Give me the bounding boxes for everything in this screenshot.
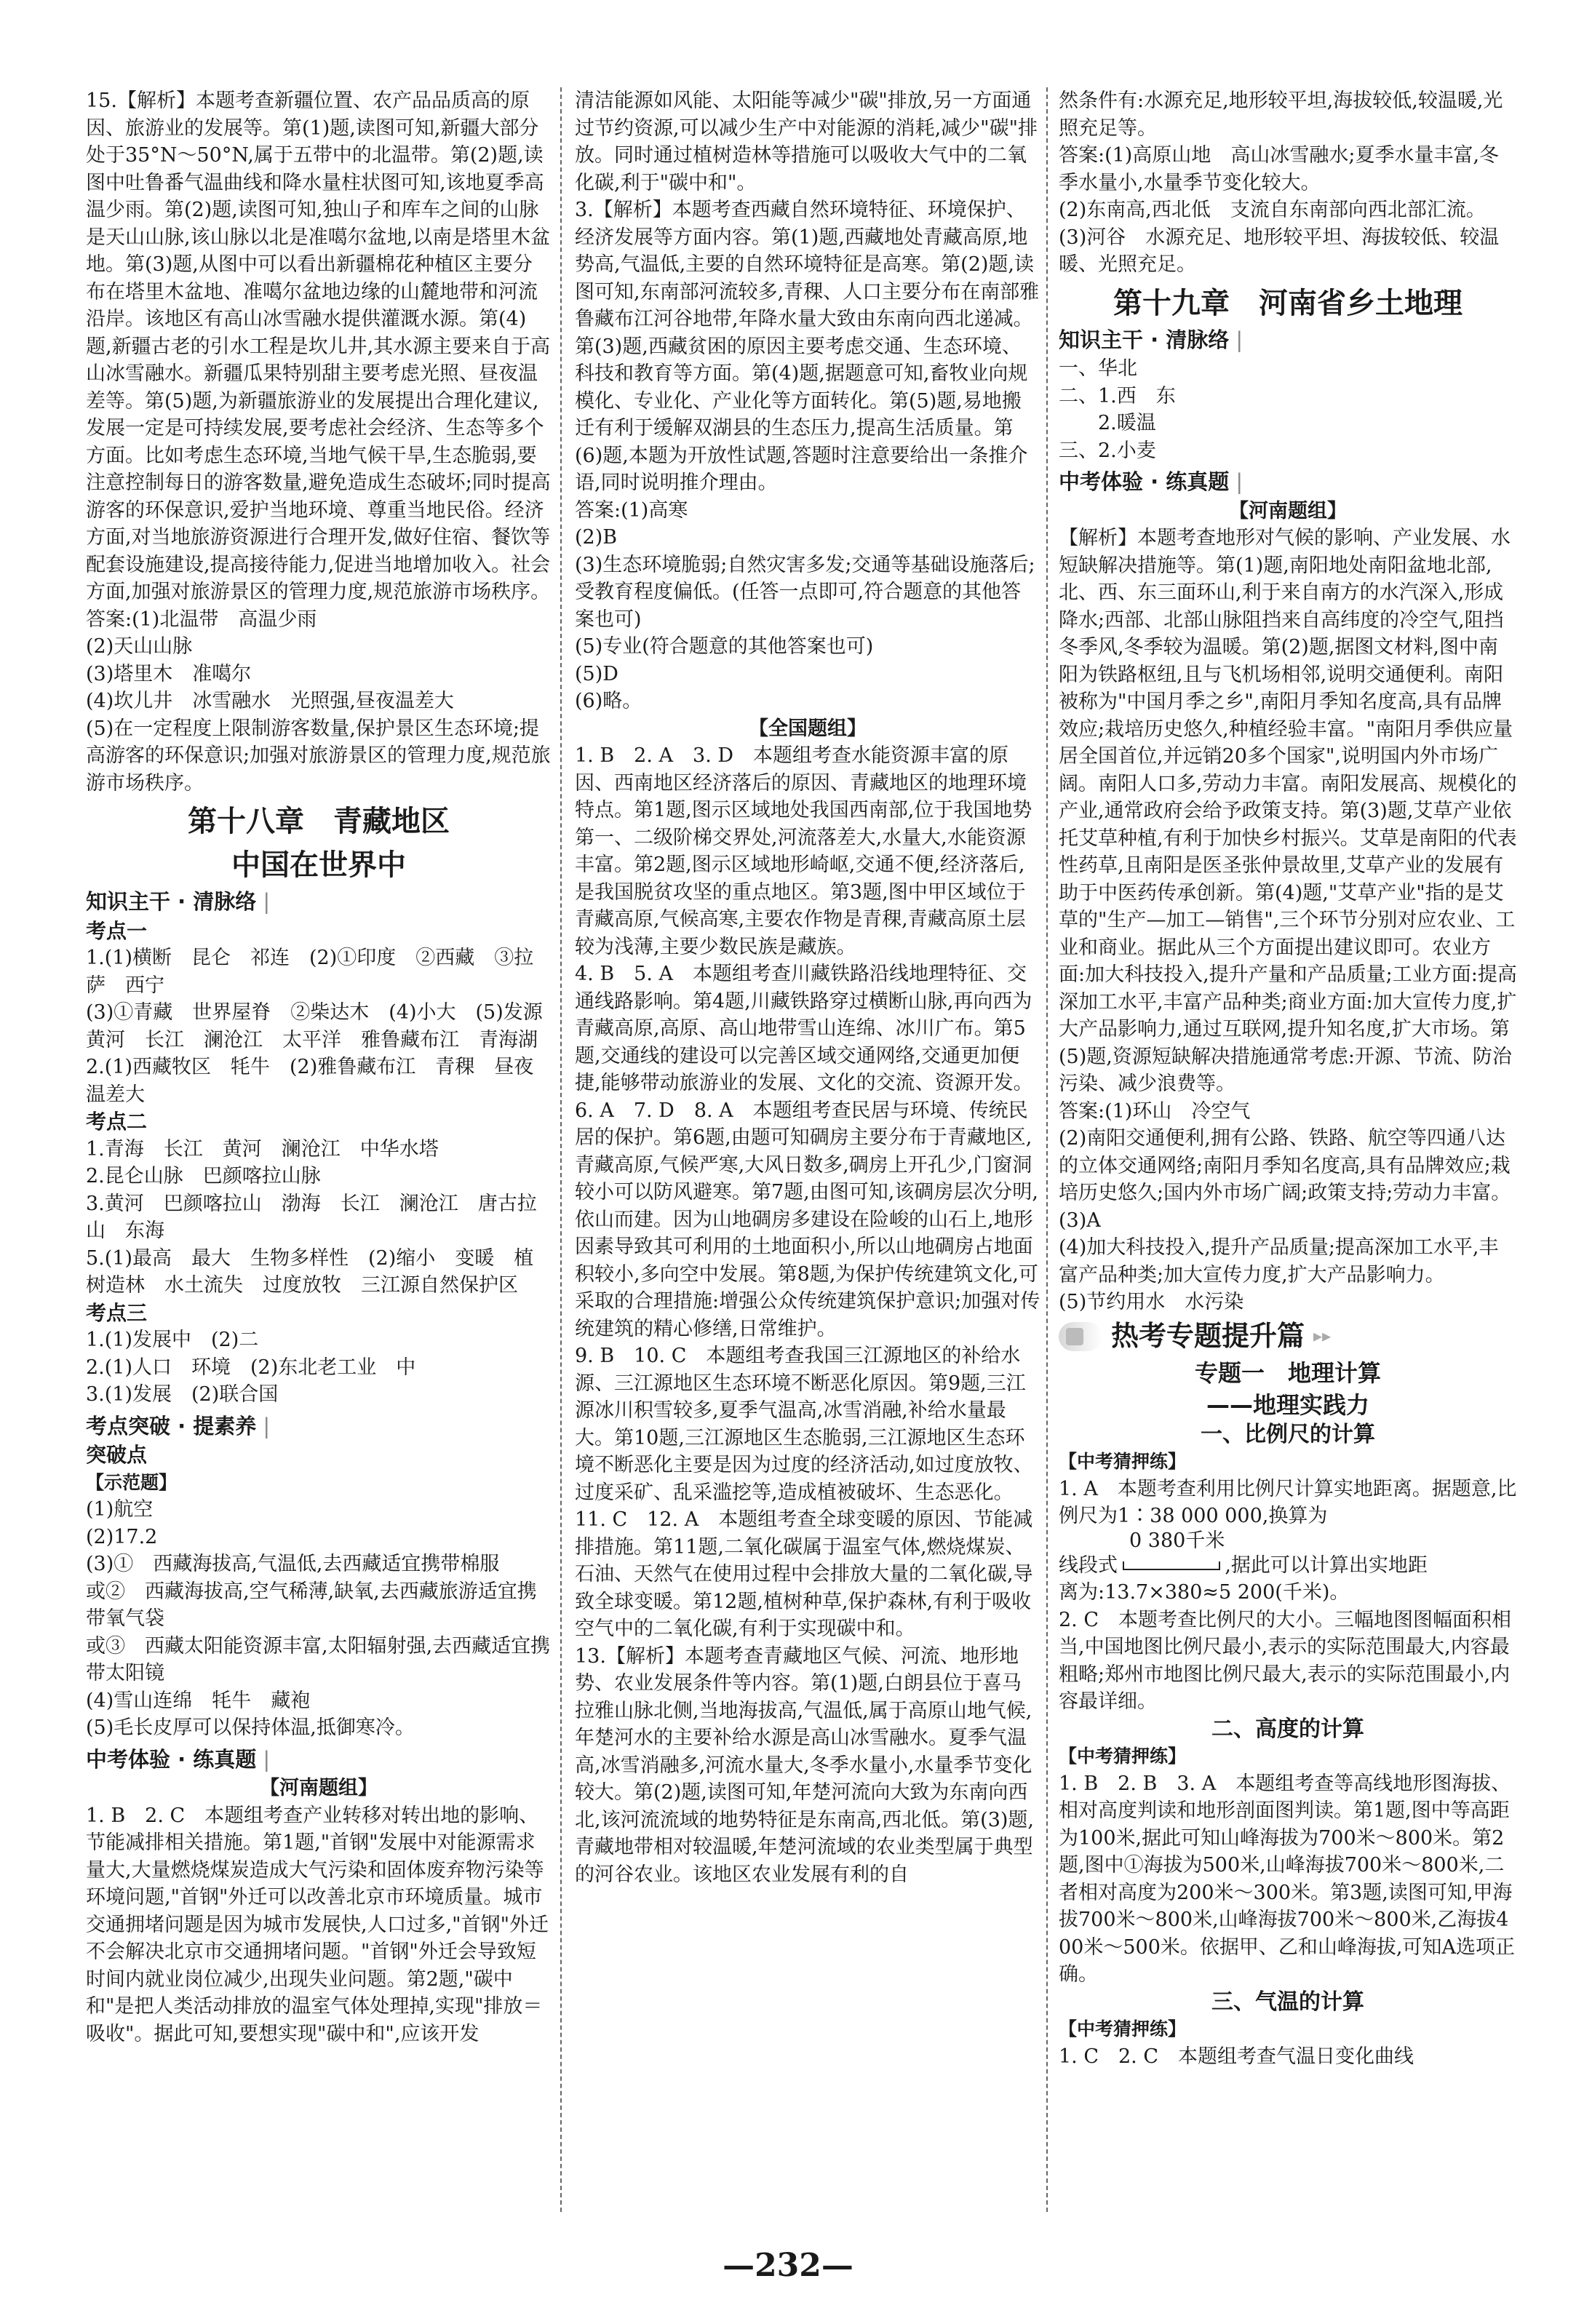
- exercise-tag: 【中考猜押练】: [1059, 2018, 1187, 2040]
- scale-prefix: 线段式: [1059, 1553, 1118, 1577]
- text-paragraph: (5)专业(符合题意的其他答案也可): [575, 635, 874, 658]
- text-paragraph: 9. B 10. C 本题组考查我国三江源地区的补给水源、三江源地区生态环境不断恶化原因。第9题,三江源冰川积雪较多,夏季气温高,冰雪消融,补给水量最大。第10题,三江源地区生态脆弱,三江源地区生态环境不断恶化主要是因为过度的经济活动,如过度放牧、过度采矿、乱采滥挖等,造成植被破坏、生态恶化。: [575, 1345, 1033, 1504]
- text-paragraph: (5)节约用水 水污染: [1059, 1291, 1244, 1313]
- section-header: 知识主干 · 清脉络 |: [1059, 327, 1517, 354]
- text-paragraph: (3)河谷 水源充足、地形较平坦、海拔较低、较温暖、光照充足。: [1059, 226, 1500, 276]
- section-header: 知识主干 · 清脉络 |: [86, 888, 552, 916]
- text-paragraph: (2)B: [575, 526, 618, 549]
- group-title: 【河南题组】: [1229, 499, 1347, 522]
- column-right: [1059, 87, 1517, 2070]
- text-paragraph: 或③ 西藏太阳能资源丰富,太阳辐射强,去西藏适宜携带太阳镜: [86, 1634, 551, 1684]
- text-paragraph: 4. B 5. A 本题组考查川藏铁路沿线地理特征、交通线路影响。第4题,川藏铁路穿过横断山脉,再向西为青藏高原,高原、高山地带雪山连绵、冰川广布。第5题,交通线的建设可以完善区域交通网络,交通更加便捷,能够带动旅游业的发展、文化的交流、资源开发。: [575, 963, 1033, 1094]
- topic-title: ——地理实践力: [1206, 1390, 1369, 1419]
- hot-topic-banner: [1059, 1319, 1517, 1352]
- text-paragraph: 3.【解析】本题考查西藏自然环境特征、环境保护、经济发展等方面内容。第(1)题,西藏地处青藏高原,地势高,气温低,主要的自然环境特征是高寒。第(2)题,读图可知,东南部河流较多,青稞、人口主要分布在南部雅鲁藏布江河谷地带,年降水量大致由东南向西北递减。第(3)题,西藏贫困的原因主要考虑交通、生态环境、科技和教育等方面。第(4)题,据题意可知,畜牧业向规模化、专业化、产业化等方面转化。第(5)题,易地搬迁有利于缓解双湖县的生态压力,提高生活质量。第(6)题,本题为开放性试题,答题时注意要给出一条推介语,同时说明推介理由。: [575, 199, 1040, 494]
- text-paragraph: 1. B 2. A 3. D 本题组考查水能资源丰富的原因、西南地区经济落后的原因、青藏地区的地理环境特点。第1题,图示区域地处我国西南部,位于我国地势第一、二级阶梯交界处,河流落差大,水量大,水能资源丰富。第2题,图示区域地形崎岖,交通不便,经济落后,是我国脱贫攻坚的重点地区。第3题,图中甲区域位于青藏高原,气候高寒,主要农作物是青稞,青藏高原土层较为浅薄,主要少数民族是藏族。: [575, 744, 1032, 958]
- exercise-tag: 【中考猜押练】: [1059, 1451, 1187, 1472]
- text-paragraph: 然条件有:水源充足,地形较平坦,海拔较低,较温暖,光照充足等。: [1059, 89, 1503, 140]
- exercise-tag: 【中考猜押练】: [1059, 1746, 1187, 1767]
- part-heading: 二、高度的计算: [1211, 1716, 1364, 1742]
- text-paragraph: 答案:(1)高寒: [575, 498, 688, 522]
- scale-label: 380千米: [1147, 1529, 1225, 1552]
- section-header: 考点突破 · 提素养 |: [86, 1413, 552, 1441]
- text-paragraph: 15.【解析】本题考查新疆位置、农产品品质高的原因、旅游业的发展等。第(1)题,读图可知,新疆大部分处于35°N～50°N,属于五带中的北温带。第(2)题,读图中吐鲁番气温曲线和降水量柱状图可知,该地夏季高温少雨。第(2)题,读图可知,独山子和库车之间的山脉是天山山脉,该山脉以北是准噶尔盆地,以南是塔里木盆地。第(3)题,从图中可以看出新疆棉花种植区主要分布在塔里木盆地、准噶尔盆地边缘的山麓地带和河流沿岸。该地区有高山冰雪融水提供灌溉水源。第(4)题,新疆古老的引水工程是坎儿井,其水源主要来自于高山冰雪融水。新疆瓜果特别甜主要考虑光照、昼夜温差等。第(5)题,为新疆旅游业的发展提出合理化建议,发展一定是可持续发展,要考虑社会经济、生态等多个方面。比如考虑生态环境,当地气候干旱,生态脆弱,要注意控制每日的游客数量,避免造成生态破坏;同时提高游客的环保意识,爱护当地环境、尊重当地民俗。经济方面,对当地旅游资源进行合理开发,做好住宿、餐饮等配套设施建设,提高接待能力,促进当地增加收入。社会方面,加强对旅游景区的管理力度,规范旅游市场秩序。: [86, 89, 551, 603]
- text-paragraph: 1.(1)横断 昆仑 祁连 (2)①印度 ②西藏 ③拉萨 西宁: [86, 947, 534, 997]
- banner-title: 热考专题提升篇: [1111, 1319, 1305, 1352]
- topic-title: 专题一 地理计算: [1194, 1358, 1381, 1387]
- text-paragraph: 11. C 12. A 本题组考查全球变暖的原因、节能减排措施。第11题,二氧化碳属于温室气体,燃烧煤炭、石油、天然气在使用过程中会排放大量的二氧化碳,导致全球变暖。第12题,植树种草,保护森林,有利于吸收空气中的二氧化碳,有利于实现碳中和。: [575, 1508, 1033, 1640]
- text-paragraph: (2)南阳交通便利,拥有公路、铁路、航空等四通八达的立体交通网络;南阳月季知名度高,具有品牌效应;栽培历史悠久;国内外市场广阔;政策支持;劳动力丰富。: [1059, 1127, 1511, 1204]
- column-divider-1: [560, 87, 562, 2212]
- text-paragraph: 1. C 2. C 本题组考查气温日变化曲线: [1059, 2045, 1414, 2068]
- text-paragraph: 三、2.小麦: [1059, 439, 1156, 462]
- section-header: 中考体验 · 练真题 |: [86, 1746, 552, 1774]
- subsection-label: 突破点: [86, 1443, 148, 1467]
- text-paragraph: (3)① 西藏海拔高,气温低,去西藏适宜携带棉服: [86, 1553, 500, 1575]
- chapter-title: 中国在世界中: [231, 848, 406, 882]
- chapter-19-block: [1059, 87, 1517, 1316]
- text-paragraph: (3)①青藏 世界屋脊 ②柴达木 (4)小大 (5)发源 黄河 长江 澜沧江 太平洋 雅鲁藏布江 青海湖: [86, 1001, 562, 1051]
- exercise-tag: 【示范题】: [86, 1471, 178, 1493]
- column-middle: [575, 87, 1040, 1888]
- scale-bar-line: [1059, 1530, 1517, 1580]
- text-paragraph: 1. B 2. C 本题组考查产业转移对转出地的影响、节能减排相关措施。第1题,"首钢"发展中对能源需求量大,大量燃烧煤炭造成大气污染和固体废弃物污染等环境问题,"首钢"外迁可以改善北京市环境质量。城市交通拥堵问题是因为城市发展快,人口过多,"首钢"外迁不会解决北京市交通拥堵问题。"首钢"外迁会导致短时间内就业岗位减少,出现失业问题。第2题,"碳中和"是把人类活动排放的温室气体处理掉,实现"排放＝吸收"。据此可知,要想实现"碳中和",应该开发: [86, 1804, 549, 2045]
- column-divider-2: [1046, 87, 1048, 2212]
- text-paragraph: (6)略。: [575, 690, 642, 712]
- text-paragraph: (5)在一定程度上限制游客数量,保护景区生态环境;提高游客的环保意识;加强对旅游景区的管理力度,规范旅游市场秩序。: [86, 717, 551, 795]
- column-left: [86, 87, 562, 2048]
- text-paragraph: 2.(1)西藏牧区 牦牛 (2)雅鲁藏布江 青稞 昼夜温差大: [86, 1056, 534, 1106]
- chapter-title: 第十八章 青藏地区: [188, 805, 450, 838]
- text-paragraph: (3)塔里木 准噶尔: [86, 662, 252, 685]
- text-paragraph: (4)雪山连绵 牦牛 藏袍: [86, 1689, 311, 1712]
- banner-book-icon: [1059, 1322, 1102, 1351]
- text-paragraph: 答案:(1)高原山地 高山冰雪融水;夏季水量丰富,冬季水量小,水量季节变化较大。: [1059, 144, 1500, 194]
- scale-zero: 0: [1129, 1529, 1142, 1552]
- text-paragraph: 清洁能源如风能、太阳能等减少"碳"排放,另一方面通过节约资源,可以减少生产中对能源的消耗,减少"碳"排放。同时通过植树造林等措施可以吸收大气中的二氧化碳,利于"碳中和"。: [575, 89, 1038, 194]
- page-number: —232—: [723, 2247, 853, 2284]
- text-paragraph: 1. A 本题考查利用比例尺计算实地距离。据题意,比例尺为1∶38 000 000,换算为: [1059, 1477, 1517, 1527]
- text-paragraph: 3.(1)发展 (2)联合国: [86, 1383, 279, 1406]
- text-paragraph: 二、1.西 东: [1059, 384, 1176, 407]
- text-paragraph: 【解析】本题考查地形对气候的影响、产业发展、水短缺解决措施等。第(1)题,南阳地处南阳盆地北部,北、西、东三面环山,利于来自南方的水汽深入,形成降水;西部、北部山脉阻挡来自高纬度的冷空气,阻挡冬季风,冬季较为温暖。第(2)题,据图文材料,图中南阳为铁路枢纽,且与飞机场相邻,说明交通便利。南阳被称为"中国月季之乡",南阳月季知名度高,具有品牌效应;栽培历史悠久,种植经验丰富。"南阳月季供应量居全国首位,并远销20多个国家",说明国内外市场广阔。南阳人口多,劳动力丰富。南阳发展高、规模化的产业,通常政府会给予政策支持。第(3)题,艾草产业依托艾草种植,有利于加快乡村振兴。艾草是南阳的代表性药草,且南阳是医圣张仲景故里,艾草产业的发展有助于中医药传承创新。第(4)题,"艾草产业"指的是艾草的"生产—加工—销售",三个环节分别对应农业、工业和商业。据此从三个方面提出建议即可。农业方面:加大科技投入,提升产量和产品质量;工业方面:提高深加工水平,丰富产品种类;商业方面:加大宣传力度,扩大产品影响力,通过互联网,提升知名度,扩大市场。第(5)题,资源短缺解决措施通常考虑:开源、节流、防治污染、减少浪费等。: [1059, 527, 1517, 1095]
- text-paragraph: 13.【解析】本题考查青藏地区气候、河流、地形地势、农业发展条件等内容。第(1)题,白朗县位于喜马拉雅山脉北侧,当地海拔高,气温低,属于高原山地气候,年楚河水的主要补给水源是高山冰雪融水。夏季气温高,冰雪消融多,河流水量大,冬季水量小,水量季节变化较大。第(2)题,读图可知,年楚河流向大致为东南向西北,该河流流域的地势特征是东南高,西北低。第(3)题,青藏地带相对较温暖,年楚河流域的农业类型属于典型的河谷农业。该地区农业发展有利的自: [575, 1644, 1034, 1886]
- text-paragraph: 1.(1)发展中 (2)二: [86, 1329, 259, 1351]
- subsection-label: 考点三: [86, 1300, 148, 1325]
- group-title: 【全国题组】: [749, 717, 867, 740]
- banner-arrow-icon: ▸▸: [1313, 1325, 1332, 1346]
- text-paragraph: (4)加大科技投入,提升产品质量;提高深加工水平,丰富产品种类;加大宣传力度,扩大产品影响力。: [1059, 1236, 1499, 1286]
- chapter-title: 第十九章 河南省乡土地理: [1113, 286, 1462, 320]
- scale-bar: [1123, 1561, 1220, 1570]
- subsection-label: 考点二: [86, 1110, 148, 1134]
- part-heading: 三、气温的计算: [1211, 1989, 1364, 2015]
- text-paragraph: 答案:(1)环山 冷空气: [1059, 1099, 1251, 1123]
- text-paragraph: (5)毛长皮厚可以保持体温,抵御寒冷。: [86, 1716, 415, 1739]
- text-paragraph: 2. C 本题考查比例尺的大小。三幅地图图幅面积相当,中国地图比例尺最小,表示的实际范围最大,内容最粗略;郑州市地图比例尺最大,表示的实际范围最小,内容最详细。: [1059, 1608, 1512, 1713]
- text-paragraph: (3)A: [1059, 1209, 1101, 1232]
- text-paragraph: 6. A 7. D 8. A 本题组考查民居与环境、传统民居的保护。第6题,由题可知碉房主要分布于青藏地区,青藏高原,气候严寒,大风日数多,碉房上开孔少,门窗洞较小可以防风避寒。第7题,由图可知,该碉房层次分明,依山而建。因为山地碉房多建设在险峻的山石上,地形因素导致其可利用的土地面积小,所以山地碉房占地面积较小,多向空中发展。第8题,为保护传统建筑文化,可采取的合理措施:增强公众传统建筑保护意识;加强对传统建筑的精心修缮,日常维护。: [575, 1099, 1040, 1340]
- text-paragraph: 3.黄河 巴颜喀拉山 渤海 长江 澜沧江 唐古拉山 东海: [86, 1192, 537, 1242]
- text-paragraph: (4)坎儿井 冰雪融水 光照强,昼夜温差大: [86, 690, 454, 712]
- text-paragraph: 2.昆仑山脉 巴颜喀拉山脉: [86, 1165, 321, 1187]
- text-paragraph: 或② 西藏海拔高,空气稀薄,缺氧,去西藏旅游适宜携带氧气袋: [86, 1580, 537, 1630]
- section-header: 中考体验 · 练真题 |: [1059, 469, 1517, 496]
- text-paragraph: (1)航空: [86, 1498, 154, 1521]
- scale-suffix: ,据此可以计算出实地距: [1225, 1553, 1428, 1577]
- text-paragraph: 一、华北: [1059, 357, 1137, 380]
- text-paragraph: (2)17.2: [86, 1525, 158, 1548]
- part-heading: 一、比例尺的计算: [1201, 1421, 1375, 1447]
- subsection-label: 考点一: [86, 918, 148, 943]
- text-paragraph: 离为:13.7×380≈5 200(千米)。: [1059, 1581, 1350, 1604]
- text-paragraph: (5)D: [575, 662, 618, 685]
- topic-one-block: [1059, 1357, 1517, 2071]
- text-paragraph: 1. B 2. B 3. A 本题组考查等高线地形图海拔、相对高度判读和地形剖面图判读。第1题,图中等高距为100米,据此可知山峰海拔为700米～800米。第2题,图中①海拔为500米,山峰海拔700米～800米,二者相对高度为200米～300米。第3题,读图可知,甲海拔700米～800米,山峰海拔700米～800米,乙海拔400米～500米。依据甲、乙和山峰海拔,可知A选项正确。: [1059, 1772, 1515, 1986]
- text-paragraph: 5.(1)最高 最大 生物多样性 (2)缩小 变暖 植树造林 水土流失 过度放牧 三江源自然保护区: [86, 1246, 534, 1297]
- text-paragraph: (2)天山山脉: [86, 635, 193, 658]
- text-paragraph: (2)东南高,西北低 支流自东南部向西北部汇流。: [1059, 199, 1486, 221]
- text-paragraph: 答案:(1)北温带 高温少雨: [86, 608, 317, 631]
- text-paragraph: 2.暖温: [1059, 412, 1156, 434]
- text-paragraph: 2.(1)人口 环境 (2)东北老工业 中: [86, 1356, 416, 1379]
- group-title: 【河南题组】: [260, 1777, 378, 1799]
- text-paragraph: 1.青海 长江 黄河 澜沧江 中华水塔: [86, 1137, 439, 1161]
- text-paragraph: (3)生态环境脆弱;自然灾害多发;交通等基础设施落后;受教育程度偏低。(任答一点即可,符合题意的其他答案也可): [575, 553, 1035, 631]
